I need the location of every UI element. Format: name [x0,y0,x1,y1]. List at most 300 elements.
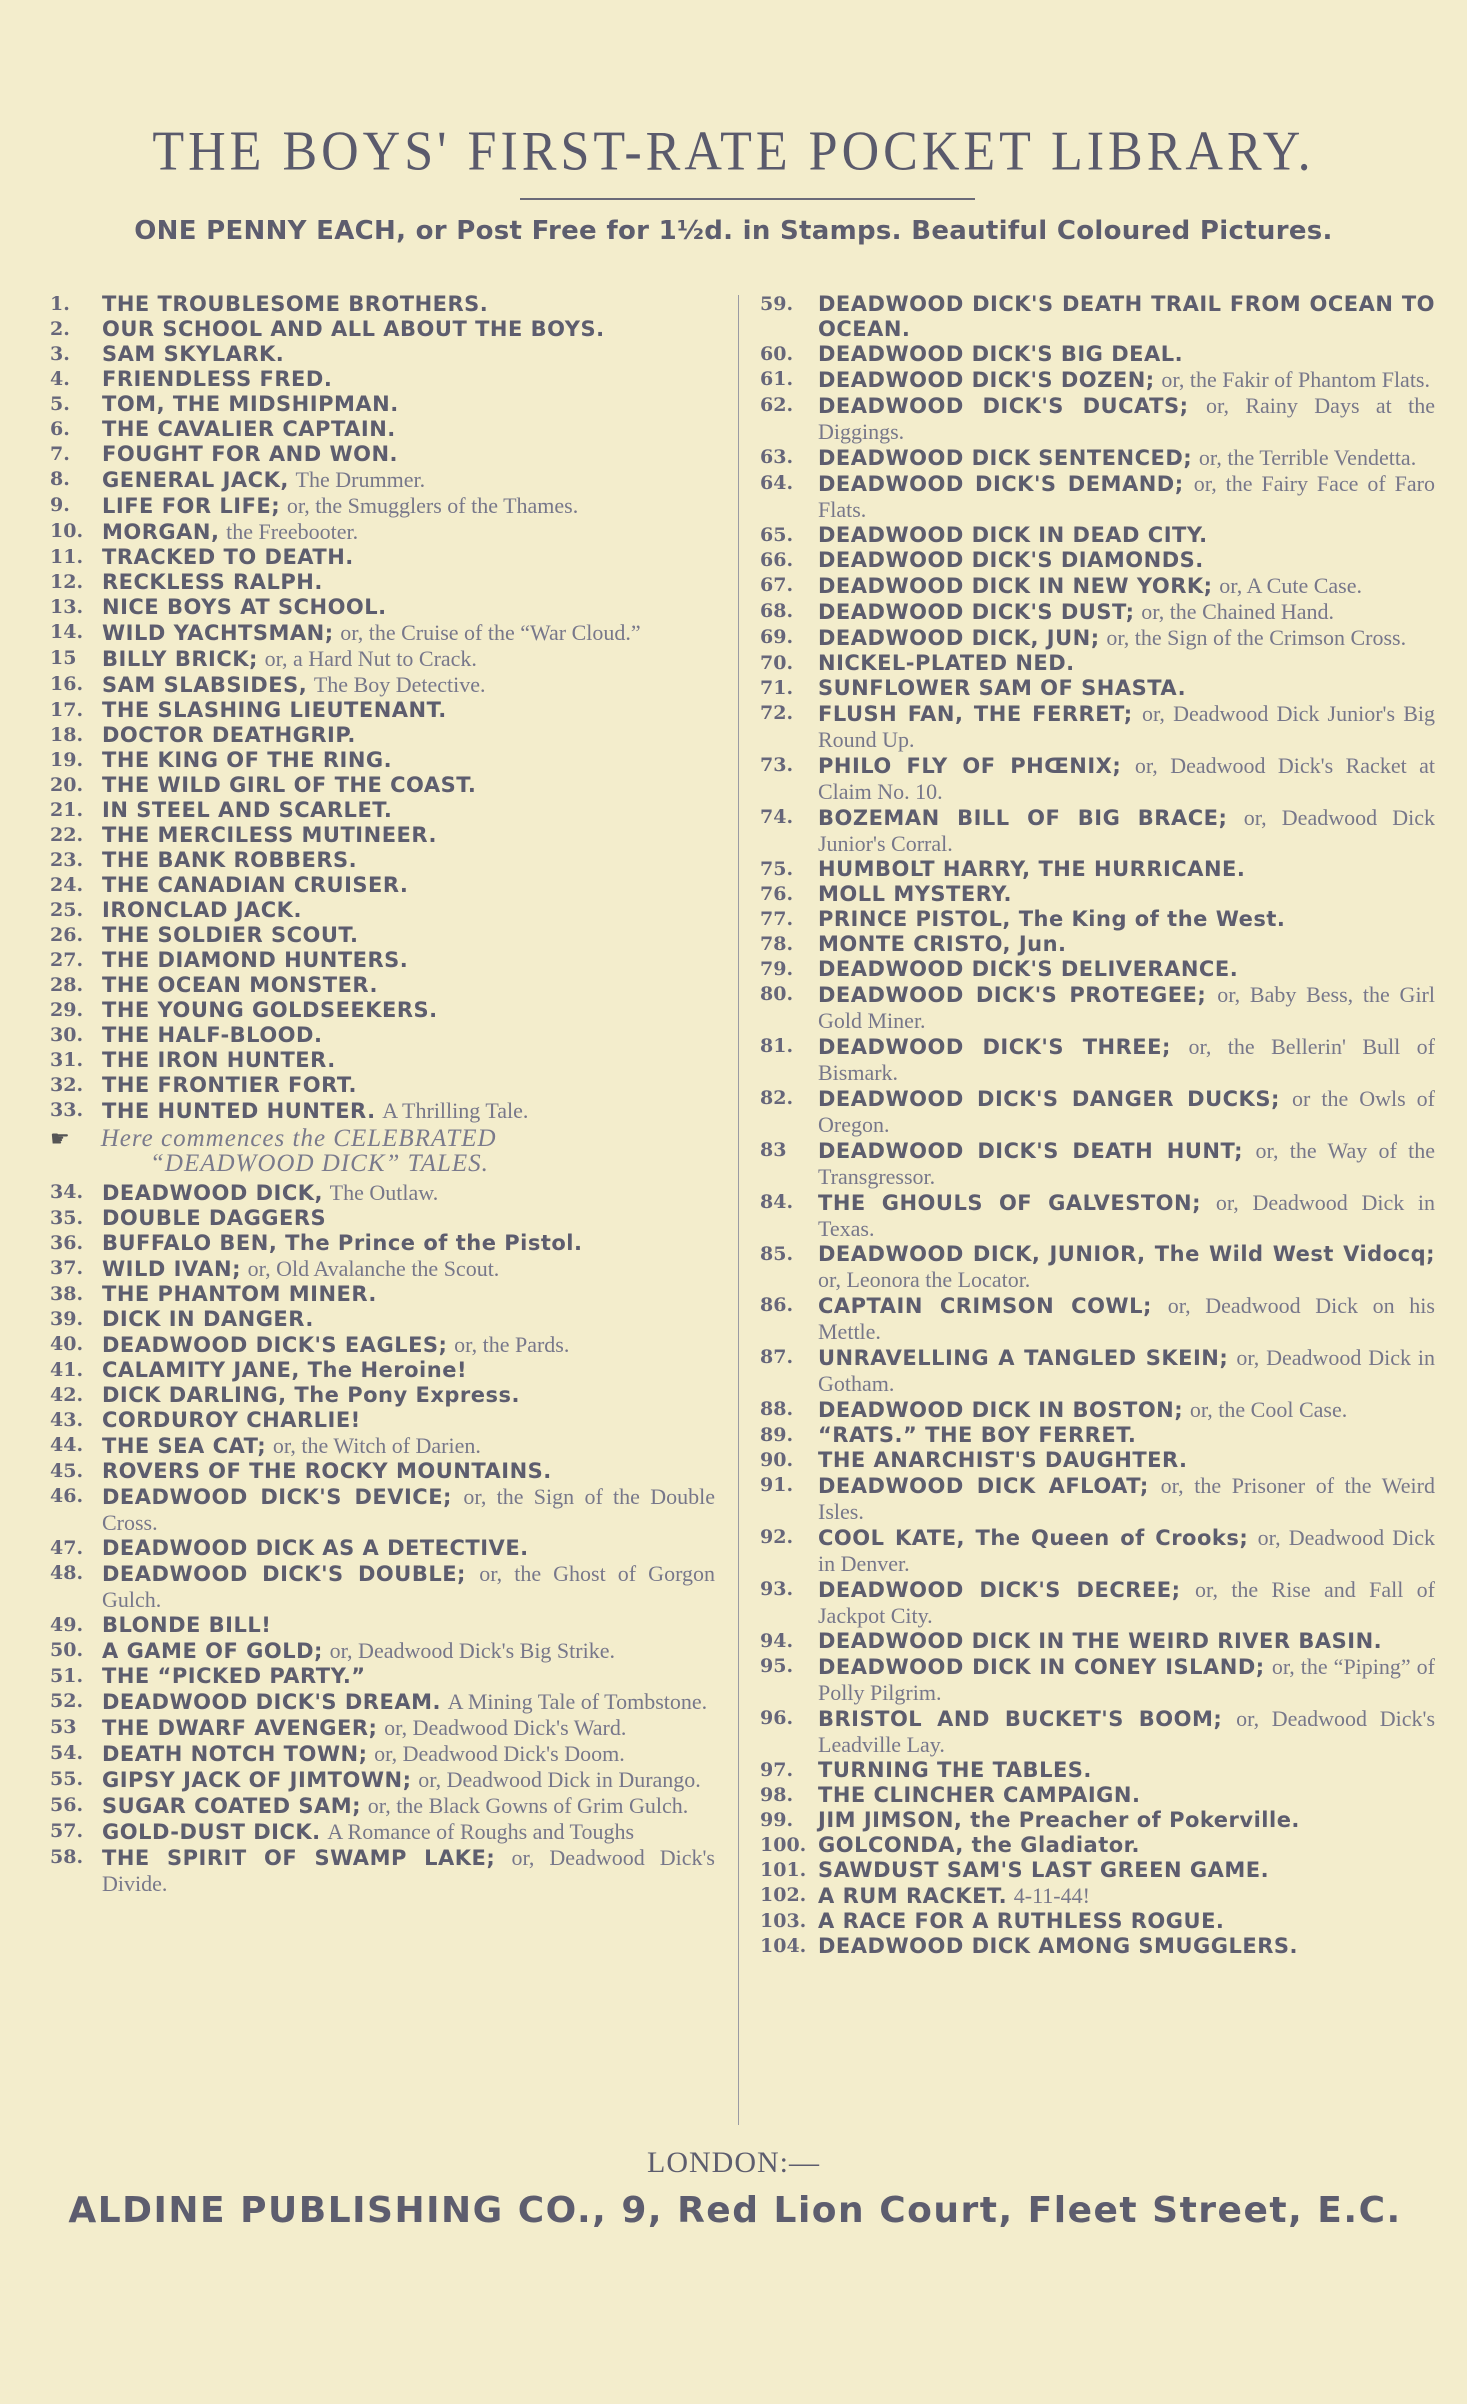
item-number: 78. [760,933,794,955]
item-title: THE WILD GIRL OF THE COAST. [102,773,477,797]
list-item [760,1706,1435,1758]
item-title: DEADWOOD DICK'S DREAM. [102,1690,441,1714]
item-text [102,1358,715,1383]
list-item [760,445,1435,471]
list-item [760,1293,1435,1345]
item-title: DEADWOOD DICK AMONG SMUGGLERS. [818,1934,1298,1958]
list-item [760,1242,1435,1293]
item-subtitle: or, Deadwood Dick Junior's Big Round Up. [818,701,1435,752]
item-title: DEADWOOD DICK'S DEATH HUNT; [818,1139,1244,1163]
item-number: 75. [760,858,794,880]
item-text [102,1282,715,1307]
list-item [760,1883,1435,1909]
item-subtitle: or, Deadwood Dick's Leadville Lay. [818,1706,1436,1757]
item-text [102,1845,715,1897]
item-number: 89. [760,1424,794,1446]
item-title: HUMBOLT HARRY, THE HURRICANE. [818,857,1246,881]
item-title: DEADWOOD DICK'S DOZEN; [818,368,1155,392]
item-title: CALAMITY JANE, The Heroine! [102,1358,468,1382]
list-item [50,570,715,595]
item-title: CORDUROY CHARLIE! [102,1408,361,1432]
page-title: THE BOYS' FIRST-RATE POCKET LIBRARY. [152,120,1315,183]
list-item [50,545,715,570]
item-title: DEADWOOD DICK, JUNIOR, The Wild West Vidocq; [818,1242,1435,1266]
item-text [818,292,1435,342]
item-text [818,805,1435,857]
list-item [760,1034,1435,1086]
item-title: GOLD-DUST DICK. [102,1820,321,1844]
item-title: SAM SKYLARK. [102,342,285,366]
item-number: 88. [760,1398,794,1420]
item-title: DOUBLE DAGGERS [102,1206,327,1230]
item-text [818,1833,1435,1858]
title-list [50,1180,715,1897]
item-title: DEADWOOD DICK AS A DETECTIVE. [102,1536,529,1560]
item-title: DICK DARLING, The Pony Express. [102,1383,520,1407]
item-title: MONTE CRISTO, Jun. [818,932,1067,956]
item-text [102,1098,715,1124]
item-subtitle: or, a Hard Nut to Crack. [264,646,477,671]
item-subtitle: or, the Bellerin' Bull of Bismark. [818,1034,1435,1085]
list-item [760,1345,1435,1397]
item-text [818,957,1435,982]
item-number: 48. [50,1562,84,1584]
list-item [50,595,715,620]
item-text [818,651,1435,676]
item-title: DEADWOOD DICK IN CONEY ISLAND; [818,1655,1265,1679]
item-text [102,620,715,646]
item-number: 71. [760,677,794,699]
item-title: THE PHANTOM MINER. [102,1282,377,1306]
item-number: 20. [50,774,84,796]
list-item [50,1358,715,1383]
item-number: 63. [760,446,794,468]
item-title: A RACE FOR A RUTHLESS ROGUE. [818,1909,1225,1933]
list-item [760,1423,1435,1448]
list-item [760,523,1435,548]
left-column [50,292,715,1897]
list-item [760,882,1435,907]
list-item [760,573,1435,599]
item-title: WILD YACHTSMAN; [102,621,334,645]
item-number: 11. [50,546,84,568]
item-number: 70. [760,652,794,674]
item-title: THE SEA CAT; [102,1434,267,1458]
list-item [760,471,1435,523]
item-title: BUFFALO BEN, The Prince of the Pistol. [102,1231,583,1255]
item-title: MOLL MYSTERY. [818,882,1012,906]
item-title: DEADWOOD DICK'S DEATH TRAIL FROM OCEAN TO OCEAN. [818,292,1435,341]
list-item [50,1098,715,1124]
item-subtitle: or, the Way of the Transgressor. [818,1138,1435,1189]
item-number: 102. [760,1884,807,1906]
item-text [102,1767,715,1793]
item-title: DEADWOOD DICK IN NEW YORK; [818,574,1213,598]
item-text [102,1613,715,1638]
list-item [50,698,715,723]
item-text [102,748,715,773]
item-title: BRISTOL AND BUCKET'S BOOM; [818,1707,1223,1731]
item-text [102,1459,715,1484]
item-title: THE SPIRIT OF SWAMP LAKE; [102,1846,496,1870]
item-title: THE SOLDIER SCOUT. [102,923,359,947]
item-number: 100. [760,1834,807,1856]
item-number: 47. [50,1537,84,1559]
item-text [818,753,1435,805]
item-text [102,1180,715,1206]
item-subtitle: or, the Black Gowns of Grim Gulch. [367,1793,689,1818]
item-number: 58. [50,1846,84,1868]
item-text [102,672,715,698]
item-text [818,1397,1435,1423]
list-item [50,923,715,948]
item-subtitle: or, Deadwood Dick's Ward. [384,1715,627,1740]
item-subtitle: or, Leonora the Locator. [818,1267,1031,1292]
item-number: 40. [50,1333,84,1355]
item-title: NICKEL-PLATED NED. [818,651,1075,675]
list-item [50,1459,715,1484]
item-subtitle: or, Baby Bess, the Girl Gold Miner. [818,982,1435,1033]
item-number: 52. [50,1690,84,1712]
item-subtitle: or, the Chained Hand. [1141,599,1335,624]
item-subtitle: or, the Sign of the Crimson Cross. [1106,625,1407,650]
list-item [50,1307,715,1332]
list-item [50,823,715,848]
list-item [760,907,1435,932]
item-subtitle: 4-11-44! [1013,1883,1090,1908]
item-number: 68. [760,600,794,622]
list-item [760,1858,1435,1883]
list-item [50,1180,715,1206]
list-item [760,753,1435,805]
item-title: DEADWOOD DICK'S DOUBLE; [102,1562,466,1586]
list-item [50,848,715,873]
list-item [50,1819,715,1845]
item-title: THE CAVALIER CAPTAIN. [102,417,396,441]
item-title: THE DIAMOND HUNTERS. [102,948,409,972]
item-number: 80. [760,983,794,1005]
item-text [102,1256,715,1282]
item-text [102,1793,715,1819]
list-item [760,599,1435,625]
list-item [50,1767,715,1793]
item-number: 27. [50,949,84,971]
item-number: 16. [50,673,84,695]
list-item [50,723,715,748]
item-text [818,1883,1435,1909]
item-title: PHILO FLY OF PHŒNIX; [818,754,1122,778]
item-subtitle: the Freebooter. [226,519,359,544]
item-number: 86. [760,1294,794,1316]
pointing-hand-icon: ☛ [50,1126,71,1151]
item-text [818,676,1435,701]
item-title: GOLCONDA, the Gladiator. [818,1833,1141,1857]
item-number: 4. [50,368,70,390]
item-number: 38. [50,1283,84,1305]
item-text [102,698,715,723]
list-item [50,1613,715,1638]
item-text [102,392,715,417]
list-item [50,392,715,417]
item-text [102,595,715,620]
item-title: DEADWOOD DICK'S PROTEGEE; [818,983,1207,1007]
item-number: 81. [760,1035,794,1057]
list-item [760,342,1435,367]
item-number: 42. [50,1384,84,1406]
list-item [760,857,1435,882]
item-text [102,948,715,973]
item-subtitle: or, Deadwood Dick on his Mettle. [818,1293,1435,1344]
item-number: 12. [50,571,84,593]
list-item [50,342,715,367]
item-number: 50. [50,1639,84,1661]
item-text [102,467,715,493]
item-title: THE OCEAN MONSTER. [102,973,378,997]
item-number: 39. [50,1308,84,1330]
list-item [760,625,1435,651]
item-number: 95. [760,1655,794,1677]
item-text [102,1433,715,1459]
list-item [760,1473,1435,1525]
item-number: 9. [50,494,70,516]
item-subtitle: A Thrilling Tale. [382,1098,529,1123]
item-number: 101. [760,1859,807,1881]
divider [520,198,975,200]
item-number: 93. [760,1578,794,1600]
list-item [760,1397,1435,1423]
item-title: BLONDE BILL! [102,1613,272,1637]
list-item [760,1783,1435,1808]
item-text [818,1654,1435,1706]
item-title: SUGAR COATED SAM; [102,1794,362,1818]
right-column [760,292,1435,1959]
item-text [818,1525,1435,1577]
item-title: JIM JIMSON, the Preacher of Pokerville. [818,1808,1300,1832]
item-number: 17. [50,699,84,721]
item-number: 64. [760,472,794,494]
item-text [818,1629,1435,1654]
list-item [50,620,715,646]
item-number: 67. [760,574,794,596]
list-item [50,1256,715,1282]
item-text [102,317,715,342]
item-title: IN STEEL AND SCARLET. [102,798,393,822]
publisher-address: ALDINE PUBLISHING CO., 9, Red Lion Court, Fleet Street, E.C. [68,2190,1402,2231]
list-item [50,519,715,545]
item-number: 13. [50,596,84,618]
item-subtitle: A Mining Tale of Tombstone. [447,1689,708,1714]
list-item [50,646,715,672]
item-title: IRONCLAD JACK. [102,898,302,922]
item-title: BOZEMAN BILL OF BIG BRACE; [818,806,1228,830]
item-text [818,907,1435,932]
list-item [50,898,715,923]
list-item [760,1934,1435,1959]
item-subtitle: The Boy Detective. [313,672,486,697]
item-number: 18. [50,724,84,746]
subtitle: ONE PENNY EACH, or Post Free for 1½d. in Stamps. Beautiful Coloured Pictures. [134,216,1333,246]
item-number: 56. [50,1794,84,1816]
item-text [102,773,715,798]
item-title: GIPSY JACK OF JIMTOWN; [102,1768,412,1792]
item-text [102,342,715,367]
list-item [760,1758,1435,1783]
item-title: DEADWOOD DICK'S DIAMONDS. [818,548,1204,572]
item-text [102,646,715,672]
item-text [102,1819,715,1845]
item-text [102,1048,715,1073]
item-text [102,723,715,748]
item-title: SAWDUST SAM'S LAST GREEN GAME. [818,1858,1270,1882]
item-text [102,417,715,442]
item-text [818,1138,1435,1190]
item-text [102,848,715,873]
item-title: THE ANARCHIST'S DAUGHTER. [818,1448,1188,1472]
item-number: 62. [760,394,794,416]
item-subtitle: The Outlaw. [329,1180,439,1205]
item-title: COOL KATE, The Queen of Crooks; [818,1526,1249,1550]
item-number: 3. [50,343,70,365]
list-item [50,1664,715,1689]
list-item [50,1408,715,1433]
list-item [50,467,715,493]
item-number: 97. [760,1759,794,1781]
item-number: 73. [760,754,794,776]
item-number: 99. [760,1809,794,1831]
item-number: 60. [760,343,794,365]
item-title: TRACKED TO DEATH. [102,545,354,569]
item-number: 54. [50,1742,84,1764]
item-subtitle: or, Rainy Days at the Diggings. [818,393,1436,444]
item-title: LIFE FOR LIFE; [102,494,281,518]
list-item [50,1638,715,1664]
item-number: 94. [760,1630,794,1652]
item-title: DEADWOOD DICK'S EAGLES; [102,1333,448,1357]
item-title: THE BANK ROBBERS. [102,848,358,872]
list-item [50,1206,715,1231]
list-item [760,1448,1435,1473]
item-number: 7. [50,443,70,465]
item-text [102,1073,715,1098]
note-line-2: “DEADWOOD DICK” TALES. [150,1150,489,1177]
list-item [50,748,715,773]
item-title: THE SLASHING LIEUTENANT. [102,698,447,722]
item-number: 41. [50,1359,84,1381]
list-item [50,317,715,342]
item-text [818,1934,1435,1959]
item-subtitle: or, Deadwood Dick in Texas. [818,1190,1435,1241]
item-text [818,1242,1435,1293]
item-title: THE CANADIAN CRUISER. [102,873,409,897]
item-subtitle: or the Owls of Oregon. [818,1086,1435,1137]
list-item [760,367,1435,393]
list-item [50,1383,715,1408]
item-number: 15 [50,647,77,669]
item-number: 57. [50,1820,84,1842]
item-title: GENERAL JACK, [102,468,289,492]
item-title: THE “PICKED PARTY.” [102,1664,366,1688]
item-subtitle: or, Deadwood Dick's Doom. [374,1741,625,1766]
item-title: DEADWOOD DICK'S DELIVERANCE. [818,957,1239,981]
item-subtitle: The Drummer. [295,467,426,492]
item-title: BILLY BRICK; [102,647,258,671]
item-title: FOUGHT FOR AND WON. [102,442,399,466]
item-text [818,523,1435,548]
item-text [102,519,715,545]
item-text [102,1231,715,1256]
item-title: DEATH NOTCH TOWN; [102,1742,368,1766]
item-text [102,898,715,923]
list-item [50,493,715,519]
item-text [818,1909,1435,1934]
item-text [818,857,1435,882]
item-title: DOCTOR DEATHGRIP. [102,723,356,747]
list-item [760,805,1435,857]
item-number: 32. [50,1074,84,1096]
item-title: MORGAN, [102,520,220,544]
item-title: RECKLESS RALPH. [102,570,323,594]
item-title: THE GHOULS OF GALVESTON; [818,1191,1201,1215]
list-item [50,442,715,467]
item-number: 98. [760,1784,794,1806]
item-text [818,599,1435,625]
item-subtitle: or, the Cool Case. [1189,1397,1348,1422]
item-title: UNRAVELLING A TANGLED SKEIN; [818,1346,1229,1370]
item-text [102,998,715,1023]
item-text [818,393,1435,445]
list-item [50,1282,715,1307]
list-item [50,672,715,698]
item-number: 76. [760,883,794,905]
item-text [818,1293,1435,1345]
item-title: DEADWOOD DICK'S DEMAND; [818,472,1184,496]
item-title: DICK IN DANGER. [102,1307,314,1331]
item-number: 26. [50,924,84,946]
item-title: FLUSH FAN, THE FERRET; [818,702,1133,726]
list-item [50,1231,715,1256]
list-item [760,393,1435,445]
item-subtitle: or, the Witch of Darien. [272,1433,481,1458]
item-text [102,873,715,898]
item-text [818,932,1435,957]
item-text [102,923,715,948]
item-subtitle: or, the Pards. [454,1332,570,1357]
item-number: 35. [50,1207,84,1229]
item-title: DEADWOOD DICK'S DECREE; [818,1578,1181,1602]
item-title: DEADWOOD DICK, [102,1181,323,1205]
item-subtitle: or, the Fakir of Phantom Flats. [1161,367,1430,392]
item-text [818,701,1435,753]
item-title: WILD IVAN; [102,1257,241,1281]
list-item [760,676,1435,701]
item-title: THE TROUBLESOME BROTHERS. [102,292,489,316]
item-title: “RATS.” THE BOY FERRET. [818,1423,1137,1447]
column-divider [738,295,739,2125]
list-item [50,1484,715,1536]
item-title: TOM, THE MIDSHIPMAN. [102,392,399,416]
list-item [50,1433,715,1459]
list-item [760,957,1435,982]
list-item [760,1833,1435,1858]
item-title: ROVERS OF THE ROCKY MOUNTAINS. [102,1459,552,1483]
item-title: TURNING THE TABLES. [818,1758,1092,1782]
item-number: 66. [760,549,794,571]
item-number: 45. [50,1460,84,1482]
deadwood-dick-note [50,1126,715,1176]
item-number: 34. [50,1181,84,1203]
item-title: THE DWARF AVENGER; [102,1716,378,1740]
item-subtitle: or, the Prisoner of the Weird Isles. [818,1473,1435,1524]
